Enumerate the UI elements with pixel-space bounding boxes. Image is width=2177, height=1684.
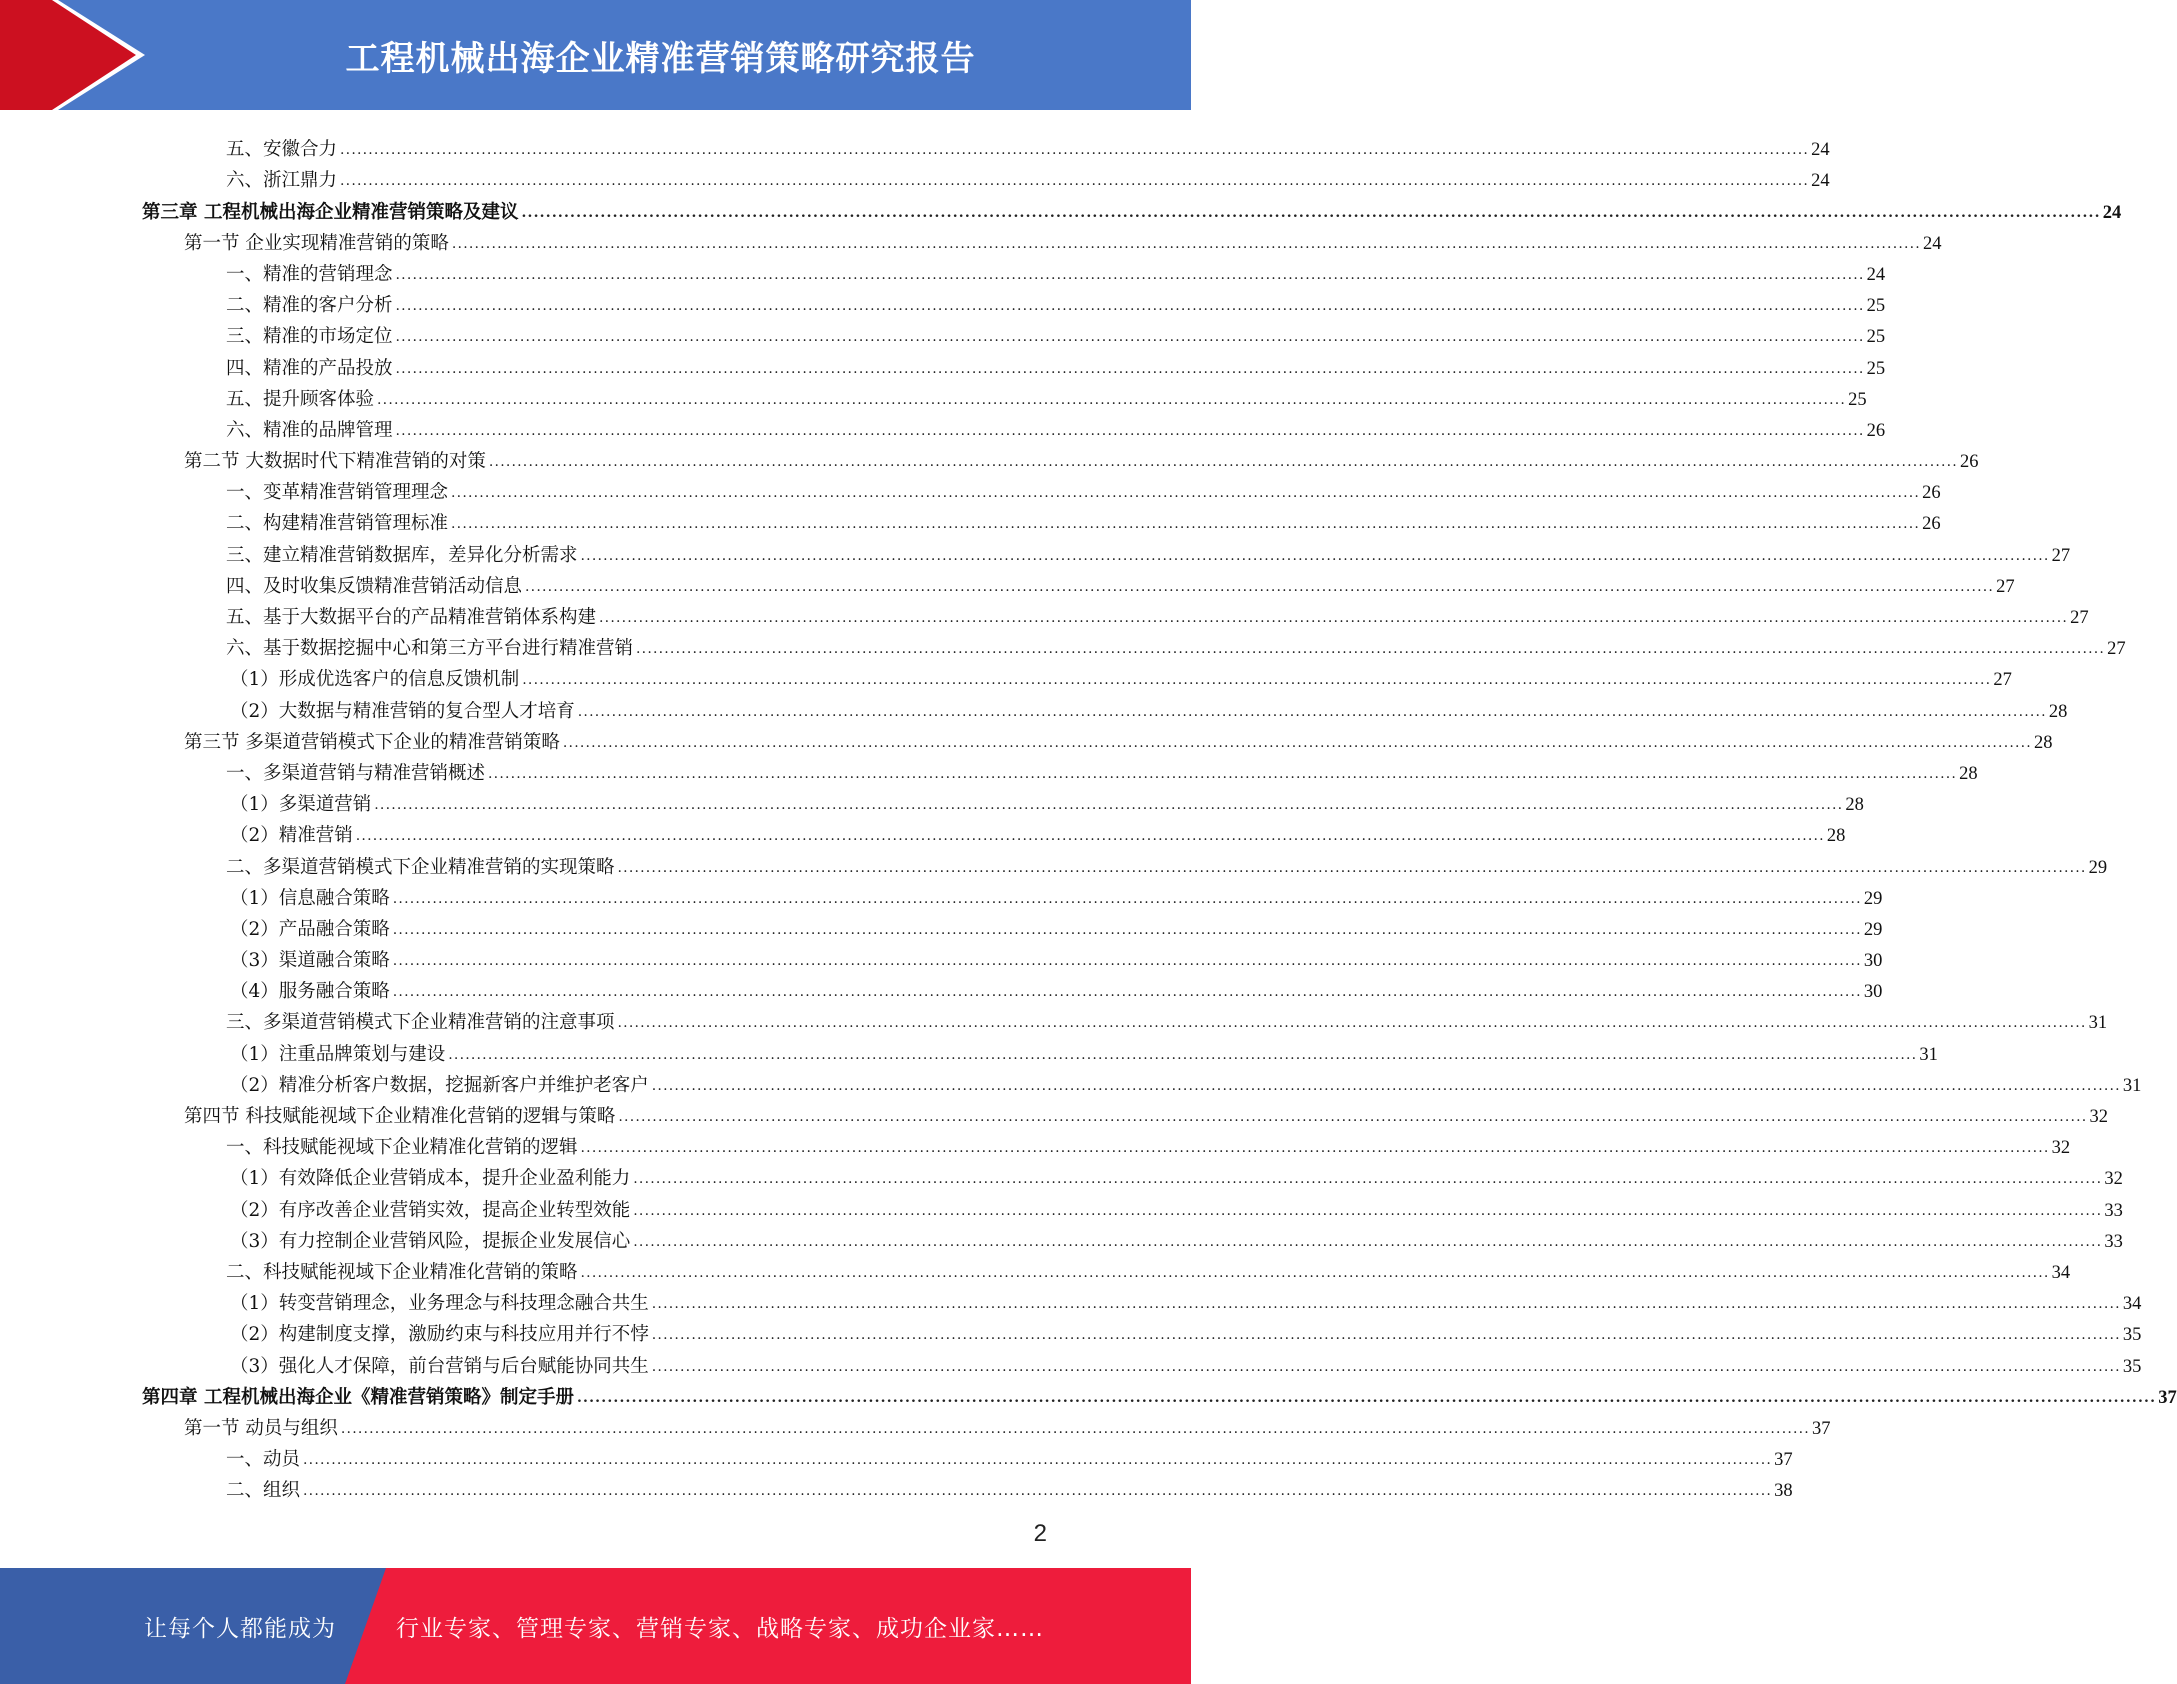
- toc-entry-page: 32: [2104, 1169, 2123, 1190]
- toc-entry[interactable]: [142, 130, 1830, 161]
- toc-entry-page: 30: [1863, 982, 1883, 1003]
- toc-entry-page: 24: [2102, 202, 2122, 223]
- toc-entry-label: （1）多渠道营销: [230, 794, 372, 816]
- toc-entry-page: 25: [1848, 389, 1867, 410]
- toc-entry-label: 五、基于大数据平台的产品精准营销体系构建: [226, 607, 597, 628]
- toc-entry-page: 28: [1845, 795, 1864, 816]
- toc-entry-label: 六、浙江鼎力: [226, 170, 338, 192]
- toc-entry-page: 32: [2051, 1138, 2071, 1159]
- toc-entry-label: 第一节 企业实现精准营销的策略: [184, 232, 449, 254]
- toc-entry[interactable]: [142, 473, 1941, 504]
- toc-entry-label: （2）产品融合策略: [230, 918, 390, 940]
- toc-entry[interactable]: [142, 1378, 2177, 1409]
- toc-entry-label: 三、建立精准营销数据库，差异化分析需求: [226, 544, 578, 566]
- toc-entry[interactable]: [142, 1471, 1793, 1502]
- toc-entry-label: 二、组织: [226, 1480, 301, 1502]
- toc-entry-page: 26: [1922, 514, 1941, 535]
- toc-dot-leader: ....................................................................................................................................................................................................................................................................: [448, 1046, 1918, 1063]
- toc-entry-label: （2）精准营销: [230, 825, 353, 847]
- toc-entry-page: 30: [1863, 951, 1883, 972]
- toc-entry-label: 四、及时收集反馈精准营销活动信息: [226, 575, 523, 597]
- toc-entry[interactable]: [142, 660, 2012, 691]
- toc-entry-label: （1）形成优选客户的信息反馈机制: [230, 669, 520, 691]
- toc-entry-label: （3）渠道融合策略: [230, 950, 390, 972]
- toc-entry-label: 二、精准的客户分析: [226, 295, 393, 317]
- toc-entry-page: 27: [2070, 608, 2089, 628]
- toc-dot-leader: ....................................................................................................................................................................................................................................................................: [618, 1109, 2088, 1125]
- toc-entry[interactable]: [142, 411, 1886, 442]
- toc-entry[interactable]: [142, 348, 1886, 379]
- toc-dot-leader: ....................................................................................................................................................................................................................................................................: [374, 797, 1844, 814]
- toc-entry[interactable]: [142, 1346, 2142, 1377]
- toc-entry-label: （3）强化人才保障，前台营销与后台赋能协同共生: [230, 1355, 649, 1377]
- toc-entry-label: 六、精准的品牌管理: [226, 419, 393, 441]
- toc-entry[interactable]: [142, 598, 2089, 629]
- toc-entry-page: 24: [1811, 171, 1830, 192]
- toc-dot-leader: ....................................................................................................................................................................................................................................................................: [340, 1420, 1810, 1437]
- toc-entry-page: 25: [1866, 358, 1886, 379]
- toc-dot-leader: ....................................................................................................................................................................................................................................................................: [392, 921, 1862, 938]
- page-number: 2: [1033, 1520, 1047, 1547]
- toc-entry-label: 三、精准的市场定位: [226, 326, 393, 348]
- toc-entry-label: 一、变革精准营销管理理念: [226, 482, 449, 504]
- toc-entry-label: （2）有序改善企业营销实效，提高企业转型效能: [230, 1199, 631, 1221]
- toc-entry-label: 第三章 工程机械出海企业精准营销策略及建议: [142, 201, 519, 223]
- toc-entry[interactable]: [142, 255, 1886, 286]
- report-header: [0, 0, 1191, 110]
- toc-entry[interactable]: [142, 754, 1978, 785]
- report-title: 工程机械出海企业精准营销策略研究报告: [345, 38, 976, 79]
- toc-entry[interactable]: [142, 879, 1883, 910]
- toc-entry-page: 37: [1811, 1418, 1831, 1439]
- toc-entry-label: （1）转变营销理念，业务理念与科技理念融合共生: [230, 1293, 649, 1315]
- toc-entry-page: 37: [2158, 1387, 2177, 1408]
- toc-entry[interactable]: [142, 1284, 2142, 1315]
- toc-entry-label: （3）有力控制企业营销风险，提振企业发展信心: [230, 1230, 631, 1252]
- toc-entry-page: 38: [1774, 1481, 1793, 1502]
- toc-entry-page: 28: [2033, 732, 2053, 753]
- toc-entry-label: 三、多渠道营销模式下企业精准营销的注意事项: [226, 1012, 615, 1034]
- toc-entry-page: 34: [2122, 1294, 2142, 1315]
- toc-entry[interactable]: [142, 847, 2108, 878]
- toc-entry-page: 27: [1993, 670, 2012, 691]
- toc-entry-label: 四、精准的产品投放: [226, 357, 393, 379]
- toc-entry-page: 29: [1863, 888, 1883, 909]
- toc-entry[interactable]: [142, 161, 1830, 192]
- toc-entry[interactable]: [142, 785, 1864, 816]
- toc-entry-page: 26: [1922, 483, 1941, 504]
- toc-entry[interactable]: [142, 1409, 1831, 1440]
- toc-dot-leader: ....................................................................................................................................................................................................................................................................: [303, 1452, 1773, 1469]
- toc-entry-page: 27: [2107, 639, 2126, 660]
- toc-dot-leader: ....................................................................................................................................................................................................................................................................: [303, 1483, 1773, 1500]
- toc-dot-leader: ....................................................................................................................................................................................................................................................................: [377, 391, 1847, 408]
- toc-dot-leader: ....................................................................................................................................................................................................................................................................: [451, 235, 1921, 252]
- toc-entry-page: 25: [1866, 327, 1886, 348]
- toc-entry[interactable]: [142, 691, 2068, 722]
- toc-entry[interactable]: [142, 1159, 2123, 1190]
- toc-entry-label: 二、科技赋能视域下企业精准化营销的策略: [226, 1261, 578, 1283]
- toc-dot-leader: ....................................................................................................................................................................................................................................................................: [651, 1358, 2121, 1375]
- toc-entry-label: （2）精准分析客户数据，挖掘新客户并维护老客户: [230, 1074, 649, 1096]
- toc-entry-label: 第一节 动员与组织: [184, 1417, 338, 1439]
- toc-entry-label: 一、动员: [226, 1449, 301, 1471]
- toc-entry[interactable]: [142, 816, 1846, 847]
- toc-dot-leader: ....................................................................................................................................................................................................................................................................: [521, 204, 2101, 221]
- toc-entry[interactable]: [142, 1097, 2108, 1128]
- toc-dot-leader: ....................................................................................................................................................................................................................................................................: [340, 142, 1810, 159]
- toc-dot-leader: ....................................................................................................................................................................................................................................................................: [451, 516, 1921, 533]
- toc-entry-page: 26: [1866, 420, 1886, 441]
- toc-entry[interactable]: [142, 504, 1941, 535]
- toc-entry[interactable]: [142, 192, 2122, 223]
- toc-entry-label: （2）构建制度支撑，激励约束与科技应用并行不悖: [230, 1324, 649, 1346]
- toc-entry-label: 第四节 科技赋能视域下企业精准化营销的逻辑与策略: [184, 1106, 616, 1127]
- toc-entry-label: 六、基于数据挖掘中心和第三方平台进行精准营销: [226, 638, 634, 660]
- toc-entry-page: 24: [1811, 140, 1830, 161]
- toc-dot-leader: ....................................................................................................................................................................................................................................................................: [395, 422, 1865, 439]
- toc-entry-page: 25: [1866, 296, 1886, 317]
- toc-entry-page: 34: [2051, 1262, 2071, 1283]
- toc-entry[interactable]: [142, 1440, 1793, 1471]
- toc-entry-page: 27: [1996, 576, 2015, 597]
- toc-dot-leader: ....................................................................................................................................................................................................................................................................: [488, 765, 1958, 782]
- toc-entry-label: 第四章 工程机械出海企业《精准营销策略》制定手册: [142, 1386, 574, 1408]
- report-footer: [0, 1568, 1191, 1684]
- toc-entry-label: 一、精准的营销理念: [226, 263, 393, 285]
- toc-dot-leader: ....................................................................................................................................................................................................................................................................: [522, 672, 1992, 689]
- toc-entry-label: 一、科技赋能视域下企业精准化营销的逻辑: [226, 1137, 578, 1159]
- toc-entry[interactable]: [142, 567, 2015, 598]
- toc-entry-page: 28: [1826, 826, 1846, 847]
- toc-entry-label: 一、多渠道营销与精准营销概述: [226, 762, 486, 784]
- toc-entry[interactable]: [142, 1315, 2142, 1346]
- toc-dot-leader: ....................................................................................................................................................................................................................................................................: [525, 578, 1995, 595]
- toc-dot-leader: ....................................................................................................................................................................................................................................................................: [580, 547, 2050, 564]
- toc-dot-leader: ....................................................................................................................................................................................................................................................................: [355, 828, 1825, 845]
- toc-entry[interactable]: [142, 629, 2126, 660]
- toc-entry-page: 31: [2122, 1075, 2142, 1096]
- toc-dot-leader: ....................................................................................................................................................................................................................................................................: [488, 454, 1958, 471]
- toc-entry-page: 35: [2122, 1325, 2142, 1346]
- toc-entry[interactable]: [142, 442, 1979, 473]
- toc-entry[interactable]: [142, 1128, 2071, 1159]
- toc-entry[interactable]: [142, 972, 1883, 1003]
- toc-dot-leader: ....................................................................................................................................................................................................................................................................: [392, 984, 1862, 1001]
- toc-dot-leader: ....................................................................................................................................................................................................................................................................: [340, 173, 1810, 190]
- toc-entry[interactable]: [142, 1222, 2123, 1253]
- toc-entry[interactable]: [142, 910, 1883, 941]
- toc-dot-leader: ....................................................................................................................................................................................................................................................................: [562, 734, 2032, 751]
- toc-entry[interactable]: [142, 941, 1883, 972]
- toc-entry[interactable]: [142, 1190, 2123, 1221]
- toc-dot-leader: ....................................................................................................................................................................................................................................................................: [633, 1202, 2103, 1219]
- toc-entry-label: （1）信息融合策略: [230, 887, 390, 909]
- toc-entry[interactable]: [142, 1253, 2071, 1284]
- toc-entry-page: 29: [2088, 857, 2108, 878]
- toc-entry-page: 26: [1959, 452, 1979, 473]
- toc-dot-leader: ....................................................................................................................................................................................................................................................................: [651, 1296, 2121, 1313]
- toc-entry[interactable]: [142, 1003, 2108, 1034]
- toc-entry-page: 24: [1866, 264, 1886, 285]
- toc-entry[interactable]: [142, 723, 2053, 754]
- toc-entry-label: （1）注重品牌策划与建设: [230, 1043, 446, 1065]
- toc-entry[interactable]: [142, 317, 1886, 348]
- toc-dot-leader: ....................................................................................................................................................................................................................................................................: [617, 859, 2087, 876]
- toc-entry-label: 二、多渠道营销模式下企业精准营销的实现策略: [226, 856, 615, 878]
- toc-dot-leader: ....................................................................................................................................................................................................................................................................: [651, 1327, 2121, 1344]
- toc-entry[interactable]: [142, 535, 2071, 566]
- toc-entry-page: 35: [2122, 1356, 2142, 1377]
- toc-dot-leader: ....................................................................................................................................................................................................................................................................: [395, 298, 1865, 315]
- toc-dot-leader: ....................................................................................................................................................................................................................................................................: [580, 1140, 2050, 1157]
- toc-entry-label: （1）有效降低企业营销成本，提升企业盈利能力: [230, 1168, 631, 1190]
- toc-dot-leader: ....................................................................................................................................................................................................................................................................: [599, 610, 2069, 626]
- toc-entry-page: 31: [1919, 1044, 1938, 1065]
- toc-entry-page: 29: [1863, 919, 1883, 940]
- toc-entry-label: 二、构建精准营销管理标准: [226, 513, 449, 535]
- toc-dot-leader: ....................................................................................................................................................................................................................................................................: [577, 703, 2047, 720]
- toc-entry-page: 32: [2089, 1107, 2108, 1127]
- toc-entry-page: 33: [2104, 1231, 2123, 1252]
- toc-entry-label: 五、提升顾客体验: [226, 388, 375, 410]
- toc-entry-page: 28: [2048, 701, 2068, 722]
- toc-entry-label: （4）服务融合策略: [230, 981, 390, 1003]
- toc-dot-leader: ....................................................................................................................................................................................................................................................................: [651, 1077, 2121, 1094]
- footer-slogan-left: 让每个人都能成为: [144, 1615, 336, 1642]
- toc-dot-leader: ....................................................................................................................................................................................................................................................................: [395, 266, 1865, 283]
- toc-entry-label: 第二节 大数据时代下精准营销的对策: [184, 451, 486, 473]
- toc-entry-label: （2）大数据与精准营销的复合型人才培育: [230, 700, 575, 722]
- toc-dot-leader: ....................................................................................................................................................................................................................................................................: [392, 953, 1862, 970]
- toc-dot-leader: ....................................................................................................................................................................................................................................................................: [395, 329, 1865, 346]
- toc-dot-leader: ....................................................................................................................................................................................................................................................................: [395, 360, 1865, 377]
- toc-entry-page: 24: [1922, 233, 1942, 254]
- toc-entry-label: 第三节 多渠道营销模式下企业的精准营销策略: [184, 731, 560, 753]
- toc-dot-leader: ....................................................................................................................................................................................................................................................................: [636, 641, 2106, 658]
- toc-dot-leader: ....................................................................................................................................................................................................................................................................: [576, 1389, 2157, 1406]
- toc-entry-page: 33: [2104, 1200, 2123, 1221]
- table-of-contents: [142, 130, 2177, 1502]
- toc-entry-page: 37: [1774, 1450, 1793, 1471]
- toc-dot-leader: ....................................................................................................................................................................................................................................................................: [633, 1171, 2103, 1188]
- footer-slogan-right: 行业专家、管理专家、营销专家、战略专家、成功企业家……: [396, 1615, 1044, 1642]
- toc-entry-page: 31: [2088, 1013, 2108, 1034]
- toc-entry-page: 28: [1959, 763, 1978, 784]
- toc-entry[interactable]: [142, 224, 1942, 255]
- toc-dot-leader: ....................................................................................................................................................................................................................................................................: [617, 1015, 2087, 1032]
- toc-entry-page: 27: [2051, 545, 2071, 566]
- toc-entry-label: 五、安徽合力: [226, 139, 338, 161]
- toc-dot-leader: ....................................................................................................................................................................................................................................................................: [633, 1233, 2103, 1250]
- toc-dot-leader: ....................................................................................................................................................................................................................................................................: [580, 1264, 2050, 1281]
- toc-dot-leader: ....................................................................................................................................................................................................................................................................: [451, 485, 1921, 502]
- toc-dot-leader: ....................................................................................................................................................................................................................................................................: [392, 890, 1862, 907]
- toc-entry[interactable]: [142, 380, 1867, 411]
- toc-entry[interactable]: [142, 1034, 1938, 1065]
- toc-entry[interactable]: [142, 1066, 2142, 1097]
- toc-entry[interactable]: [142, 286, 1886, 317]
